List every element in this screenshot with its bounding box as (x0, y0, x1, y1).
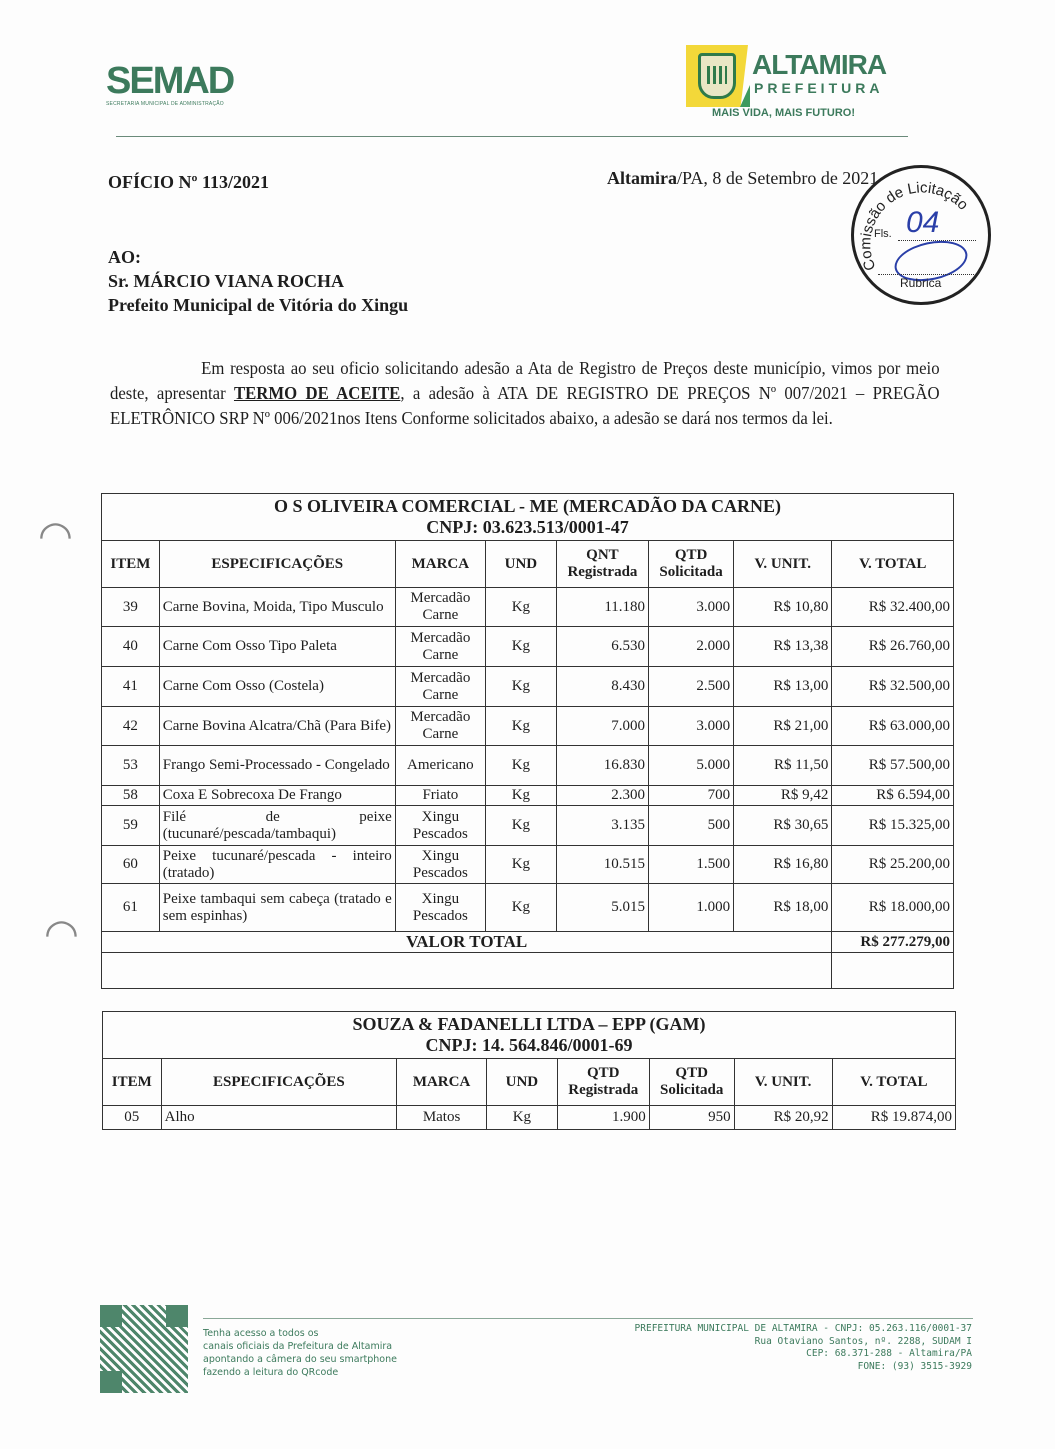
stamp-rubrica-label: Rubrica (900, 276, 942, 290)
cell-und: Kg (485, 806, 556, 846)
col-header-qnt-registrada (556, 541, 648, 588)
addressee-to: AO: (108, 247, 141, 267)
address-line: Rua Otaviano Santos, nº. 2288, SUDAM I (754, 1335, 972, 1347)
qr-text-line: Tenha acesso a todos os (203, 1328, 319, 1339)
col-header-vtotal: V. TOTAL (832, 1059, 955, 1106)
cell-und: Kg (485, 746, 556, 786)
addressee-block (108, 245, 408, 317)
header-line: Solicitada (659, 564, 723, 580)
table-row (102, 884, 954, 932)
empty-cell (102, 953, 832, 989)
cell-vtotal: R$ 15.325,00 (832, 806, 954, 846)
cell-marca: Friato (395, 786, 485, 806)
punch-hole-mark: ◠ (38, 513, 73, 558)
cell-qtd: 700 (649, 786, 734, 806)
header-line: QTD (675, 1065, 708, 1081)
supplier-table-souza (102, 1011, 956, 1130)
qr-instructions (203, 1327, 397, 1379)
cell-und: Kg (487, 1106, 558, 1130)
cell-spec: Coxa E Sobrecoxa De Frango (159, 786, 395, 806)
header-line: QTD (674, 547, 708, 563)
licitacao-stamp (851, 165, 991, 305)
date-line (607, 168, 878, 189)
date-city: Altamira (607, 168, 677, 188)
cell-vunit: R$ 30,65 (734, 806, 832, 846)
cell-qnt: 10.515 (556, 846, 648, 884)
col-header-vunit: V. UNIT. (734, 1059, 832, 1106)
cell-marca: Americano (395, 746, 485, 786)
cell-qtd: 1.500 (649, 846, 734, 884)
table-row (102, 627, 954, 667)
col-header-marca: MARCA (397, 1059, 487, 1106)
oficio-number: OFÍCIO Nº 113/2021 (108, 172, 269, 192)
supplier-cnpj: CNPJ: 14. 564.846/0001-69 (425, 1035, 633, 1055)
cell-vunit: R$ 21,00 (734, 707, 832, 746)
date-rest: /PA, 8 de Setembro de 2021 (676, 168, 879, 188)
cell-qtd: 950 (649, 1106, 734, 1130)
address-line: PREFEITURA MUNICIPAL DE ALTAMIRA - CNPJ: 05.263.116/0001-37 (634, 1323, 972, 1334)
cell-item: 41 (102, 667, 160, 707)
cell-spec: Frango Semi-Processado - Congelado (159, 746, 395, 786)
supplier-header (103, 1012, 956, 1059)
cell-item: 59 (102, 806, 160, 846)
total-value: R$ 277.279,00 (832, 932, 954, 953)
address-line: CEP: 68.371-288 - Altamira/PA (806, 1348, 972, 1359)
cell-vunit: R$ 9,42 (734, 786, 832, 806)
coat-of-arms-icon (698, 53, 736, 99)
header-line: QTD (586, 1065, 620, 1081)
total-label: VALOR TOTAL (102, 932, 832, 953)
col-header-qtd-solicitada (649, 1059, 734, 1106)
cell-item: 53 (102, 746, 160, 786)
cell-item: 42 (102, 707, 160, 746)
table-header-row (102, 541, 954, 588)
cell-und: Kg (485, 627, 556, 667)
cell-qnt: 5.015 (556, 884, 648, 932)
col-header-item: ITEM (103, 1059, 162, 1106)
address-line: FONE: (93) 3515-3929 (857, 1360, 972, 1372)
cell-vtotal: R$ 19.874,00 (832, 1106, 955, 1130)
cell-marca: Xingu Pescados (395, 846, 485, 884)
cell-qtd: 3.000 (649, 707, 734, 746)
footer-divider (203, 1318, 973, 1319)
cell-spec: Carne Com Osso (Costela) (159, 667, 395, 707)
table-row (102, 806, 954, 846)
col-header-spec: ESPECIFICAÇÕES (161, 1059, 396, 1106)
col-header-qtd-registrada (557, 1059, 649, 1106)
termo-de-aceite-highlight: TERMO DE ACEITE (233, 383, 401, 403)
stamp-fls-label: Fls. (874, 228, 892, 240)
supplier-table-oliveira (101, 493, 954, 989)
cell-spec: Filé de peixe (tucunaré/pescada/tambaqui) (159, 806, 395, 846)
cell-qnt: 16.830 (556, 746, 648, 786)
cell-qnt: 7.000 (556, 707, 648, 746)
cell-item: 60 (102, 846, 160, 884)
cell-vtotal: R$ 18.000,00 (832, 884, 954, 932)
header-line: Solicitada (660, 1082, 724, 1098)
cell-spec: Carne Bovina, Moida, Tipo Musculo (159, 588, 395, 627)
cell-vtotal: R$ 57.500,00 (832, 746, 954, 786)
svg-text:Comissão de Licitação: Comissão de Licitação (857, 179, 972, 273)
cell-qtd: 2.500 (649, 667, 734, 707)
altamira-subtitle: PREFEITURA (754, 80, 884, 96)
cell-qnt: 1.900 (557, 1106, 649, 1130)
table-header-row (103, 1059, 956, 1106)
cell-spec: Carne Bovina Alcatra/Chã (Para Bife) (159, 707, 395, 746)
table-row (102, 707, 954, 746)
cell-marca: Mercadão Carne (395, 707, 485, 746)
cell-vtotal: R$ 63.000,00 (832, 707, 954, 746)
cell-und: Kg (485, 667, 556, 707)
header-line: Registrada (567, 564, 638, 580)
stamp-dotted-line (878, 274, 974, 275)
semad-logo-word: SEMAD (106, 60, 234, 102)
cell-spec: Carne Com Osso Tipo Paleta (159, 627, 395, 667)
addressee-name: Sr. MÁRCIO VIANA ROCHA (108, 271, 345, 291)
cell-marca: Xingu Pescados (395, 884, 485, 932)
cell-und: Kg (485, 707, 556, 746)
cell-und: Kg (485, 786, 556, 806)
supplier-header (102, 494, 954, 541)
cell-qnt: 2.300 (556, 786, 648, 806)
table-row (102, 786, 954, 806)
green-triangle-decoration (740, 85, 750, 107)
cell-vtotal: R$ 32.400,00 (832, 588, 954, 627)
cell-vtotal: R$ 32.500,00 (832, 667, 954, 707)
cell-vunit: R$ 18,00 (734, 884, 832, 932)
cell-item: 05 (103, 1106, 162, 1130)
cell-und: Kg (485, 884, 556, 932)
qr-text-line: fazendo a leitura do QRcode (203, 1367, 339, 1378)
cell-vunit: R$ 10,80 (734, 588, 832, 627)
punch-hole-mark: ◠ (44, 911, 79, 956)
cell-vunit: R$ 13,00 (734, 667, 832, 707)
empty-cell (832, 953, 954, 989)
cell-vunit: R$ 13,38 (734, 627, 832, 667)
cell-marca: Matos (397, 1106, 487, 1130)
col-header-vtotal: V. TOTAL (832, 541, 954, 588)
semad-logo-subtitle: SECRETARIA MUNICIPAL DE ADMINISTRAÇÃO (106, 101, 224, 107)
cell-marca: Mercadão Carne (395, 627, 485, 667)
cell-qnt: 11.180 (556, 588, 648, 627)
header-line: QNT (586, 547, 619, 563)
cell-vtotal: R$ 6.594,00 (832, 786, 954, 806)
altamira-slogan: MAIS VIDA, MAIS FUTURO! (712, 107, 855, 119)
table-row (103, 1106, 956, 1130)
cell-vtotal: R$ 26.760,00 (832, 627, 954, 667)
total-row (102, 932, 954, 953)
table-row (102, 588, 954, 627)
body-text-part1: Em resposta ao seu oficio solicitando adesão a Ata de Registro de Preços deste município, vimos por meio deste, apresentar (110, 358, 940, 403)
cell-item: 39 (102, 588, 160, 627)
cell-qnt: 8.430 (556, 667, 648, 707)
col-header-und: UND (485, 541, 556, 588)
qr-text-line: apontando a câmera do seu smartphone (203, 1354, 397, 1365)
cell-marca: Mercadão Carne (395, 588, 485, 627)
empty-row (102, 953, 954, 989)
prefeitura-address (560, 1323, 972, 1373)
supplier-name: O S OLIVEIRA COMERCIAL - ME (MERCADÃO DA CARNE) (273, 496, 782, 516)
body-paragraph (110, 356, 940, 431)
cell-qtd: 5.000 (649, 746, 734, 786)
cell-qtd: 1.000 (649, 884, 734, 932)
col-header-vunit: V. UNIT. (734, 541, 832, 588)
col-header-qtd-solicitada (649, 541, 734, 588)
cell-qnt: 3.135 (556, 806, 648, 846)
qr-text-line: canais oficiais da Prefeitura de Altamira (203, 1341, 393, 1352)
cell-item: 40 (102, 627, 160, 667)
cell-qnt: 6.530 (556, 627, 648, 667)
col-header-item: ITEM (102, 541, 160, 588)
body-text-part2: , a adesão à ATA DE REGISTRO DE PREÇOS Nº 007/2021 – PREGÃO ELETRÔNICO SRP Nº 006/2021nos Itens Conforme solicitados abaixo, a adesão se dará nos termos da lei. (110, 383, 940, 428)
table-row (102, 746, 954, 786)
cell-spec: Peixe tambaqui sem cabeça (tratado e sem espinhas) (159, 884, 395, 932)
supplier-cnpj: CNPJ: 03.623.513/0001-47 (426, 517, 629, 537)
cell-qtd: 3.000 (649, 588, 734, 627)
supplier-name: SOUZA & FADANELLI LTDA – EPP (GAM) (352, 1014, 706, 1034)
cell-item: 58 (102, 786, 160, 806)
col-header-und: UND (487, 1059, 558, 1106)
cell-vunit: R$ 20,92 (734, 1106, 832, 1130)
cell-und: Kg (485, 846, 556, 884)
altamira-logo (686, 45, 896, 125)
col-header-spec: ESPECIFICAÇÕES (159, 541, 395, 588)
cell-vtotal: R$ 25.200,00 (832, 846, 954, 884)
semad-logo (106, 62, 246, 107)
qr-code[interactable] (100, 1305, 188, 1393)
cell-vunit: R$ 16,80 (734, 846, 832, 884)
table-row (102, 667, 954, 707)
stamp-fls-number: 04 (906, 206, 940, 239)
altamira-title: ALTAMIRA (752, 49, 887, 80)
header-line: Registrada (568, 1082, 639, 1098)
cell-vunit: R$ 11,50 (734, 746, 832, 786)
header-divider (116, 136, 908, 137)
col-header-marca: MARCA (395, 541, 485, 588)
cell-marca: Mercadão Carne (395, 667, 485, 707)
cell-qtd: 2.000 (649, 627, 734, 667)
cell-item: 61 (102, 884, 160, 932)
cell-spec: Alho (161, 1106, 396, 1130)
cell-marca: Xingu Pescados (395, 806, 485, 846)
cell-qtd: 500 (649, 806, 734, 846)
addressee-role: Prefeito Municipal de Vitória do Xingu (108, 295, 409, 315)
cell-spec: Peixe tucunaré/pescada - inteiro (tratado) (159, 846, 395, 884)
table-row (102, 846, 954, 884)
cell-und: Kg (485, 588, 556, 627)
